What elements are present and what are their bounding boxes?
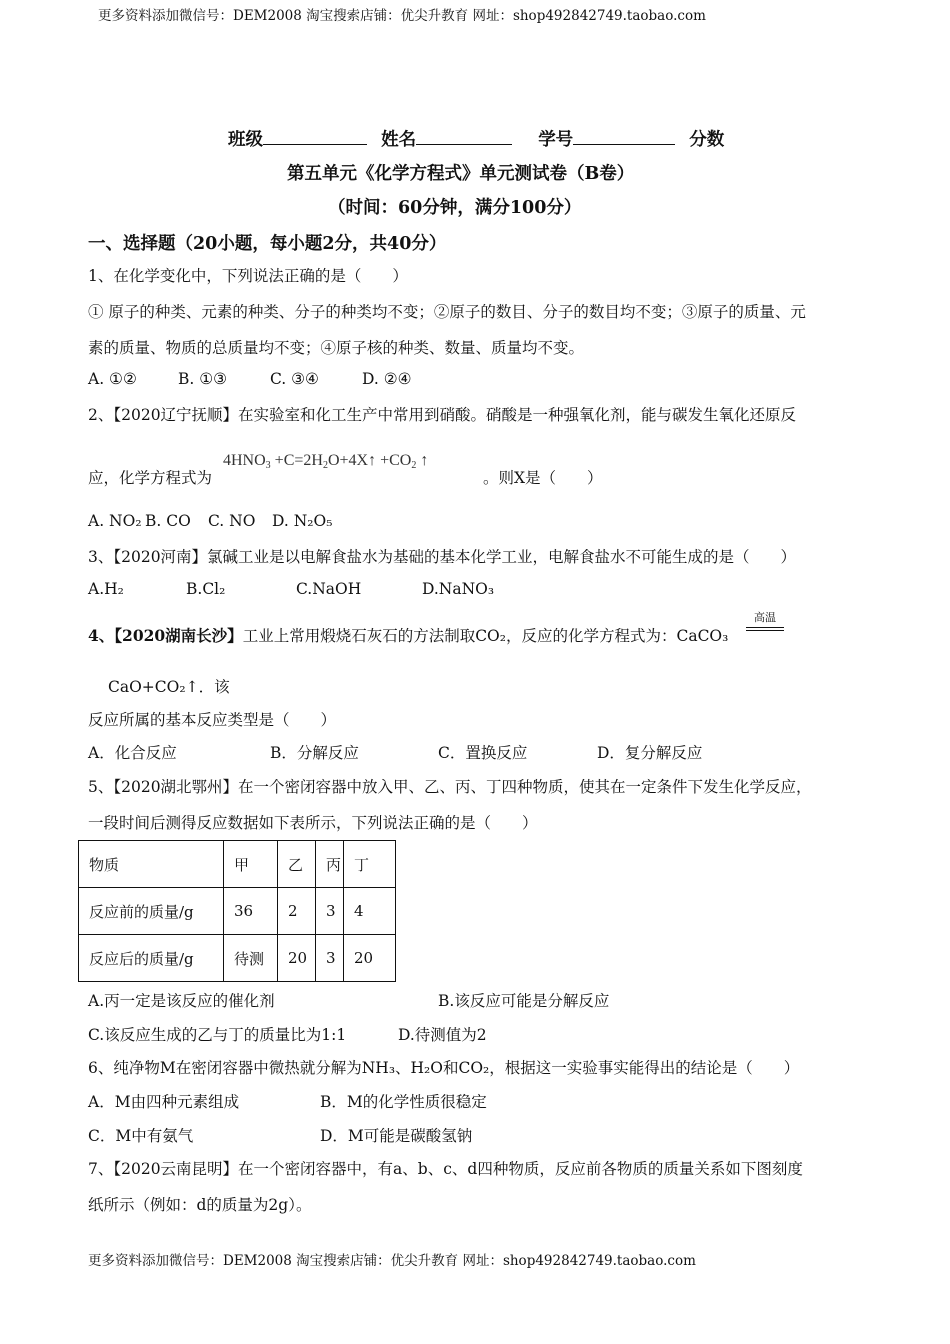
q2-option-b: B. CO <box>145 512 191 530</box>
q5-option-b: B.该反应可能是分解反应 <box>438 992 610 1010</box>
table-cell: 乙 <box>278 841 316 888</box>
table-row <box>79 888 396 935</box>
q4-option-a: A．化合反应 <box>88 744 177 762</box>
exam-title: 第五单元《化学方程式》单元测试卷（B卷） <box>287 164 635 184</box>
id-blank[interactable] <box>573 128 675 145</box>
q4-number: 4、 <box>88 626 115 645</box>
q1-option-b: B. ①③ <box>178 370 228 388</box>
page-header: 更多资料添加微信号：DEM2008 淘宝搜索店铺：优尖升教育 网址：shop492842749.taobao.com <box>98 8 706 24</box>
q2-stem-line1: 2、【2020辽宁抚顺】在实验室和化工生产中常用到硝酸。硝酸是一种强氧化剂，能与碳发生氧化还原反 <box>88 406 797 424</box>
table-cell: 反应后的质量/g <box>79 935 224 982</box>
q4-stem-line1 <box>88 624 728 646</box>
table-header-row <box>79 841 396 888</box>
q6-option-a: A．M由四种元素组成 <box>88 1093 240 1111</box>
q5-option-a: A.丙一定是该反应的催化剂 <box>88 992 275 1010</box>
q4-reaction-condition <box>746 612 784 631</box>
table-cell: 20 <box>344 935 396 982</box>
table-cell: 物质 <box>79 841 224 888</box>
q6-stem: 6、纯净物M在密闭容器中微热就分解为NH₃、H₂O和CO₂，根据这一实验事实能得出的结论是（ ） <box>88 1059 800 1077</box>
table-cell: 甲 <box>224 841 278 888</box>
q3-option-b: B.Cl₂ <box>186 580 226 598</box>
q4-option-b: B．分解反应 <box>270 744 359 762</box>
q1-statement-line1: ① 原子的种类、元素的种类、分子的种类均不变；②原子的数目、分子的数目均不变；③原子的质量、元 <box>88 303 806 321</box>
class-blank[interactable] <box>263 128 367 145</box>
table-cell: 2 <box>278 888 316 935</box>
q3-stem: 3、【2020河南】氯碱工业是以电解食盐水为基础的基本化学工业，电解食盐水不可能生成的是（ ） <box>88 548 797 566</box>
table-cell: 3 <box>316 888 344 935</box>
q4-option-c: C．置换反应 <box>438 744 528 762</box>
q2-option-c: C. NO <box>208 512 256 530</box>
table-cell: 4 <box>344 888 396 935</box>
score-label: 分数 <box>689 130 725 150</box>
q6-option-c: C．M中有氨气 <box>88 1127 194 1145</box>
q3-option-a: A.H₂ <box>88 580 124 598</box>
q1-option-a: A. ①② <box>88 370 137 388</box>
q2-stem-suffix: 。则X是（ ） <box>483 469 603 487</box>
q5-stem-line2: 一段时间后测得反应数据如下表所示，下列说法正确的是（ ） <box>88 814 538 832</box>
q1-statement-line2: 素的质量、物质的总质量均不变；④原子核的种类、数量、质量均不变。 <box>88 339 585 357</box>
table-cell: 待测 <box>224 935 278 982</box>
q4-equals-line-top <box>746 627 784 628</box>
table-cell: 3 <box>316 935 344 982</box>
q7-stem-line1: 7、【2020云南昆明】在一个密闭容器中，有a、b、c、d四种物质，反应前各物质的质量关系如下图刻度 <box>88 1160 803 1178</box>
table-row <box>79 935 396 982</box>
q4-equals-line-bottom <box>746 630 784 631</box>
q6-option-d: D．M可能是碳酸氢钠 <box>320 1127 473 1145</box>
name-label: 姓名 <box>381 130 417 150</box>
page-footer: 更多资料添加微信号：DEM2008 淘宝搜索店铺：优尖升教育 网址：shop492842749.taobao.com <box>88 1253 696 1269</box>
q6-option-b: B．M的化学性质很稳定 <box>320 1093 487 1111</box>
section-heading: 一、选择题（20小题，每小题2分，共40分） <box>88 234 447 254</box>
q2-option-a: A. NO₂ <box>88 512 142 530</box>
q7-stem-line2: 纸所示（例如：d的质量为2g）。 <box>88 1196 312 1214</box>
class-label: 班级 <box>228 130 263 150</box>
q3-option-c: C.NaOH <box>296 580 362 598</box>
q5-option-d: D.待测值为2 <box>398 1026 487 1044</box>
table-cell: 反应前的质量/g <box>79 888 224 935</box>
q4-products: CaO+CO₂↑．该 <box>108 678 230 696</box>
id-label: 学号 <box>538 130 574 150</box>
q4-condition-label: 高温 <box>754 611 776 624</box>
q1-option-d: D. ②④ <box>362 370 412 388</box>
q4-source-tag: 【2020湖南长沙】 <box>114 626 243 645</box>
student-info-line <box>228 126 724 151</box>
q4-stem-line3: 反应所属的基本反应类型是（ ） <box>88 711 337 729</box>
q5-data-table <box>78 840 396 982</box>
table-cell: 丁 <box>344 841 396 888</box>
q2-option-d: D. N₂O₅ <box>272 512 333 530</box>
table-cell: 丙 <box>316 841 344 888</box>
name-blank[interactable] <box>416 128 512 145</box>
q1-option-c: C. ③④ <box>270 370 319 388</box>
q5-option-c: C.该反应生成的乙与丁的质量比为1:1 <box>88 1026 347 1044</box>
table-cell: 36 <box>224 888 278 935</box>
q4-option-d: D．复分解反应 <box>597 744 703 762</box>
q5-stem-line1: 5、【2020湖北鄂州】在一个密闭容器中放入甲、乙、丙、丁四种物质，使其在一定条件下发生化学反应， <box>88 778 812 796</box>
q4-text: 工业上常用煅烧石灰石的方法制取CO₂，反应的化学方程式为：CaCO₃ <box>242 627 729 645</box>
table-cell: 20 <box>278 935 316 982</box>
q1-stem: 1、在化学变化中，下列说法正确的是（ ） <box>88 267 408 285</box>
q3-option-d: D.NaNO₃ <box>422 580 495 598</box>
q2-stem-prefix: 应，化学方程式为 <box>88 469 213 487</box>
q2-equation: $4HNO_3$ $+C=2H_2O+4X↑ +CO_2$ ↑ <box>223 452 429 471</box>
exam-subtitle: （时间：60分钟，满分100分） <box>328 198 582 218</box>
